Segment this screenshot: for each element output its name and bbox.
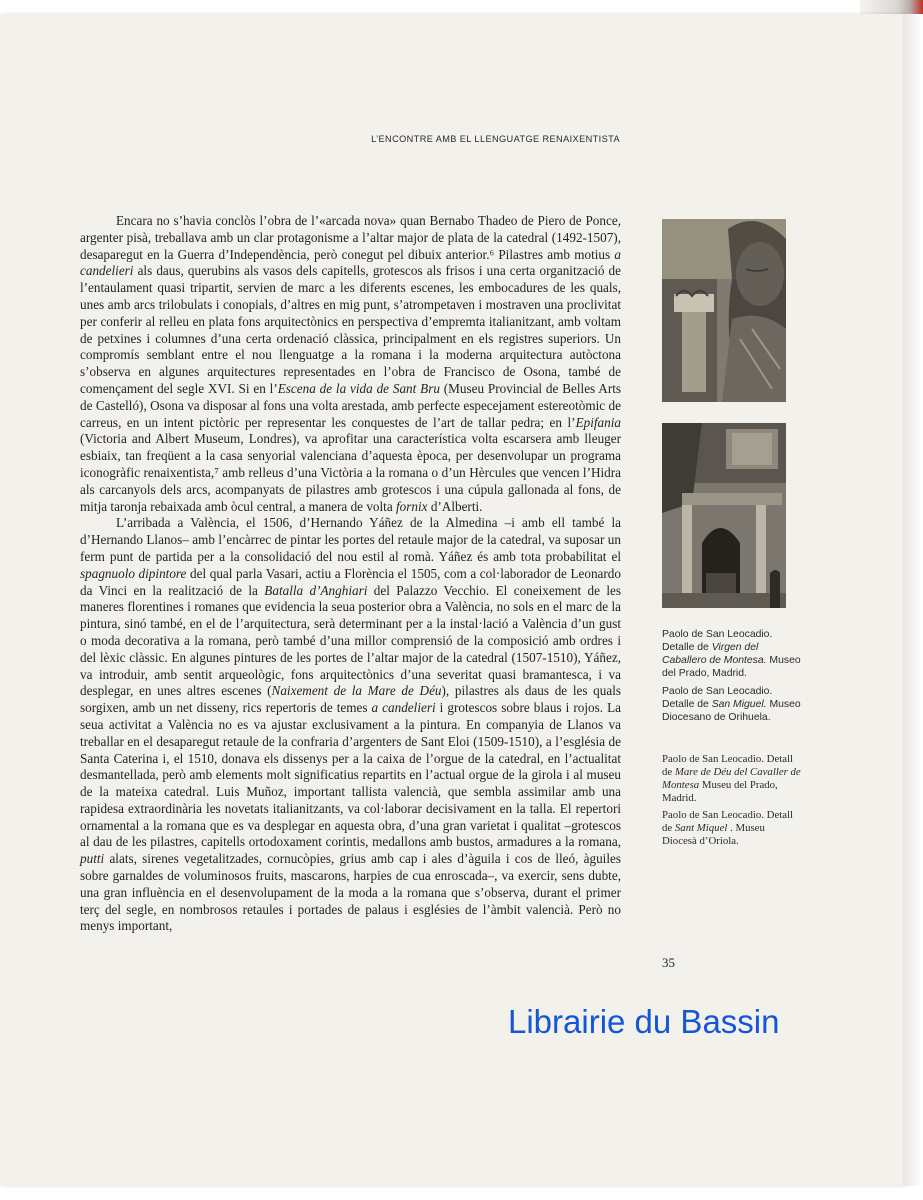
italic-span: a candelieri [371,700,436,716]
italic-span: Mare de Déu del Cavaller de Montesa [662,766,801,791]
figure-arcade-detail [662,423,786,608]
italic-span: San Miguel. [711,699,767,710]
italic-span: putti [80,851,105,867]
italic-span: spagnuolo dipintore [80,565,187,581]
italic-span: fornix [396,498,428,514]
page-shadow [903,14,923,1186]
italic-span: Epifania [575,414,621,430]
caption-4: Paolo de San Leocadio. Detall de Sant Miquel . Museu Diocesà d’Oriola. [662,809,794,847]
caption-2: Paolo de San Leocadio. Detalle de San Miguel. Museo Diocesano de Orihuela. [662,686,801,723]
running-head: L’ENCONTRE AMB EL LLENGUATGE RENAIXENTISTA [371,134,620,144]
italic-span: Virgen del Caballero de Montesa. [662,642,767,666]
watermark: Librairie du Bassin [508,1003,780,1040]
figure-virgin-detail [662,219,786,402]
caption-3: Paolo de San Leocadio. Detall de Mare de Déu del Cavaller de Montesa Museu del Prado, Madrid. [662,753,801,804]
page-number: 35 [662,955,675,970]
paragraph-2: L’arribada a València, el 1506, d’Hernando Yáñez de la Almedina –i amb ell també la d’Hernando Llanos– amb l’encàrrec de pintar les portes del retaule major de la catedral, va suposar un ferm punt de partida per a la consolidació del nou estil al romà. Yáñez és amb tota probabilitat el spagnuolo dipintore del qual parla Vasari, actiu a Florència el 1505, com a col·laborador de Leonardo da Vinci en la realització de la Batalla d’Anghiari del Palazzo Vecchio. El coneixement de les maneres florentines i romanes que evidencia la seua posterior obra a València, no sols en el marc de la pintura, sinó també, en el de l’arquitectura, serà determinant per a la instal·lació a València d’un gust o moda decorativa a la romana, però també d’una millor comprensió de la composició amb ordres i del lèxic clàssic. En algunes pintures de les portes de l’altar major de la catedral (1507-1510), Yáñez, va introduir, amb sentit arqueològic, fons arquitectònics d’una severitat quasi bramantesca, i va desplegar, en unes altres escenes (Naixement de la Mare de Déu), pilastres als daus de les quals sorgixen, amb un net disseny, rics repertoris de temes a candelieri i grotescos sobre blaus i rojos. La seua activitat a València no es va ajustar exclusivament a la pintura. En companyia de Llanos va treballar en el desaparegut retaule de la confraria d’argenters de Sant Eloi (1509-1510), a l’església de Santa Caterina i, el 1510, donava els dissenys per a la caixa de l’orgue de la catedral, en l’actualitat desmantellada, però amb elements molt significatius repartits en l’actual orgue de la girola i al museu de la mateixa catedral. Luis Muñoz, important tallista valencià, que sembla assimilar amb una rapidesa extraordinària les novetats italianitzants, va col·laborar decisivament en la talla. El repertori ornamental a la romana que es va desplegar en aquesta obra, d’una gran varietat i qualitat –grotescos al dau de les pilastres, capitells ortodoxament corintis, medallons amb bustos, armadures a la romana, putti alats, sirenes vegetalitzades, cornucòpies, grius amb cap i ales d’àguila i cos de lleó, àguiles sobre garnaldes de voluminosos fruits, mascarons, harpies de cua enroscada–, va exercir, sens dubte, una gran influència en el desenvolupament de la moda a la romana que s’observa, durant el primer terç del segle, en nombrosos retaules i portades de palaus i esglésies de l’àmbit valencià. Però no menys important, [80,515,621,934]
italic-span: Naixement de la Mare de Déu [271,683,442,699]
italic-span: Sant Miquel [674,822,728,834]
body-text [80,213,621,935]
paragraph-1: Encara no s’havia conclòs l’obra de l’«arcada nova» quan Bernabo Thadeo de Piero de Ponce, argenter pisà, treballava amb un clar protagonisme a l’altar major de plata de la catedral (1492-1507), desaparegut en la Guerra d’Independència, però conegut pel dibuix anterior.⁶ Pilastres amb motius a candelieri als daus, querubins als vasos dels capitells, grotescos als frisos i una certa organització de l’entaulament quasi tripartit, servien de marc a les diferents escenes, les embocadures de les quals, unes amb arcs trilobulats i conopials, d’altres en mig punt, s’atrompetaven i mostraven una proclivitat per conferir al relleu en plata fons arquitectònics en perspectiva d’empremta italianitzant, amb voltam de petxines i columnes d’una certa ordenació clàssica, principalment en els registres superiors. Un compromís semblant entre el nou llenguatge a la romana i la moderna arquitectura autòctona s’observa en algunes arquitectures representades en l’obra de Francisco de Osona, també de començament del segle XVI. Si en l’Escena de la vida de Sant Bru (Museu Provincial de Belles Arts de Castelló), Osona va disposar al fons una volta arestada, amb perfecte especejament estereotòmic de carreus, en un intent pictòric per representar les conquestes de l’art de tallar pedra; en l’Epifania (Victoria and Albert Museum, Londres), va aprofitar una característica volta escarsera amb lleuger esbiaix, tan freqüent a la casa senyorial valenciana d’aquesta època, per desenvolupar un programa iconogràfic renaixentista,⁷ amb relleus d’una Victòria a la romana o d’un Hèrcules que vencen l’Hidra als carcanyols dels arcs, acompanyats de pilastres amb grotescos i una cúpula gallonada al fons, de mitja taronja rebaixada amb òcul central, a manera de volta fornix d’Alberti. [80,213,622,514]
italic-span: Escena de la vida de Sant Bru [277,380,440,396]
italic-span: Batalla d’Anghiari [264,582,368,598]
caption-1: Paolo de San Leocadio. Detalle de Virgen del Caballero de Montesa. Museo del Prado, Madrid. [662,629,801,679]
italic-span: a candelieri [80,246,621,279]
